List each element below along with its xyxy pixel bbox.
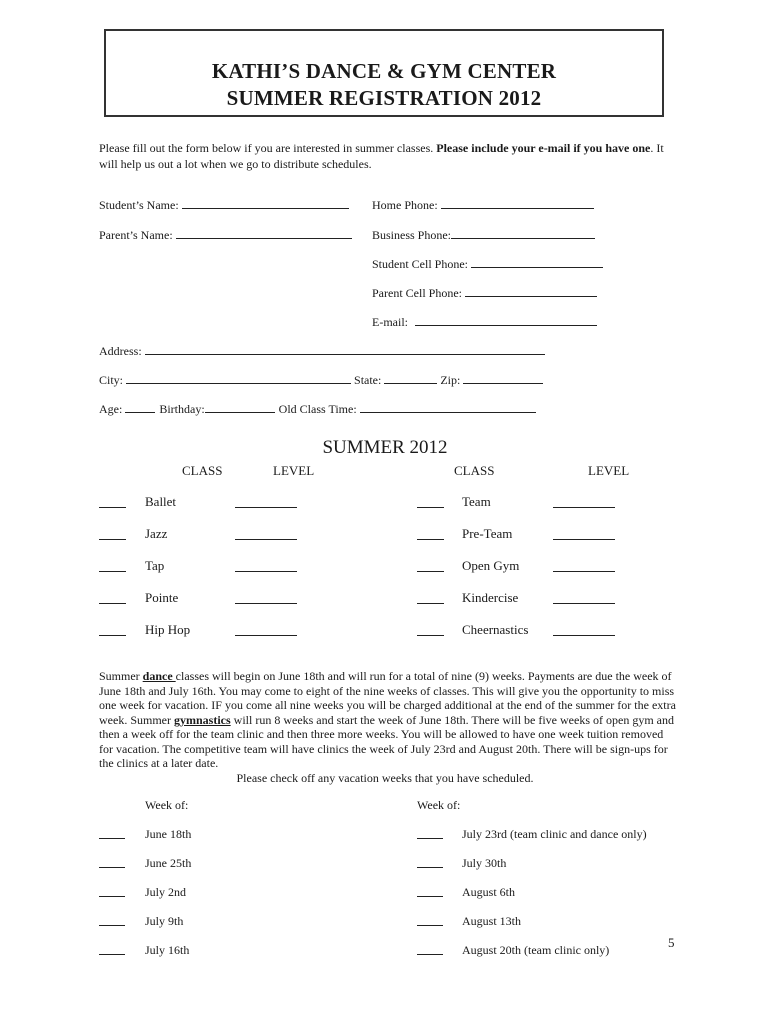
week-label: June 18th <box>145 827 192 841</box>
age-field[interactable] <box>99 401 536 417</box>
class-label: Cheernastics <box>462 622 529 637</box>
class-label: Jazz <box>145 526 168 541</box>
home-phone-field[interactable] <box>372 197 594 213</box>
week-label: August 13th <box>462 914 522 928</box>
class-check-blank[interactable] <box>99 539 126 540</box>
age-line[interactable] <box>125 401 155 413</box>
level-blank[interactable] <box>235 507 297 508</box>
level-blank[interactable] <box>553 603 615 604</box>
class-check-blank[interactable] <box>99 571 126 572</box>
week-label: August 6th <box>462 885 516 899</box>
para-gymnastics: gymnastics <box>173 712 231 727</box>
week-check-blank[interactable] <box>99 896 125 897</box>
address-field[interactable] <box>99 343 545 359</box>
class-label: Hip Hop <box>145 622 191 637</box>
parent-name-line[interactable] <box>176 227 352 239</box>
week-check-blank[interactable] <box>417 925 443 926</box>
birthday-label: Birthday: <box>159 402 205 416</box>
level-blank[interactable] <box>235 539 297 540</box>
student-name-line[interactable] <box>182 197 349 209</box>
intro-text-2: . It will help us out a lot when we go to distribute schedules. <box>99 141 664 171</box>
level-header-left: LEVEL <box>273 463 315 478</box>
student-cell-label: Student Cell Phone: <box>372 257 468 271</box>
summer-info-paragraph <box>99 669 679 771</box>
week-label: July 30th <box>462 856 507 870</box>
week-label: June 25th <box>145 856 192 870</box>
email-label: E-mail: <box>372 315 408 329</box>
week-check-blank[interactable] <box>417 838 443 839</box>
class-header-left: CLASS <box>182 463 223 478</box>
vacation-note: Please check off any vacation weeks that you have scheduled. <box>236 771 534 785</box>
home-phone-line[interactable] <box>441 197 594 209</box>
week-check-blank[interactable] <box>99 925 125 926</box>
class-check-blank[interactable] <box>417 635 444 636</box>
state-line[interactable] <box>384 372 437 384</box>
title-line-2: SUMMER REGISTRATION 2012 <box>226 86 542 110</box>
class-check-blank[interactable] <box>99 635 126 636</box>
para-text-1: Summer <box>99 669 143 683</box>
intro-text <box>99 140 679 172</box>
age-label: Age: <box>99 402 123 416</box>
parent-name-label: Parent’s Name: <box>99 228 173 242</box>
class-check-blank[interactable] <box>417 539 444 540</box>
zip-line[interactable] <box>463 372 543 384</box>
intro-bold: Please include your e-mail if you have one <box>436 141 651 155</box>
class-label: Team <box>462 494 491 509</box>
parent-cell-line[interactable] <box>465 285 597 297</box>
para-text-3: will run 8 weeks and start the week of June 18th. There will be five weeks of open gym and then a week off for the team clinic and then three more weeks. You will be allowed to have one week tuition removed for vacation. The competitive team will have clinics the week of July 23rd and August 20th. There will be sign-ups for the clinics at a later date. <box>99 712 674 770</box>
class-label: Pointe <box>145 590 179 605</box>
student-cell-line[interactable] <box>471 256 603 268</box>
class-check-blank[interactable] <box>99 603 126 604</box>
address-line[interactable] <box>145 343 545 355</box>
city-field[interactable] <box>99 372 543 388</box>
level-blank[interactable] <box>553 635 615 636</box>
class-label: Kindercise <box>462 590 519 605</box>
class-label: Ballet <box>145 494 177 509</box>
title-line-1: KATHI’S DANCE & GYM CENTER <box>211 59 557 83</box>
class-check-blank[interactable] <box>417 603 444 604</box>
title-box <box>104 29 664 117</box>
level-blank[interactable] <box>553 507 615 508</box>
student-cell-field[interactable] <box>372 256 603 272</box>
class-label: Tap <box>145 558 165 573</box>
student-name-field[interactable] <box>99 197 349 213</box>
week-label: July 2nd <box>145 885 187 899</box>
student-name-label: Student’s Name: <box>99 198 179 212</box>
week-of-header-left: Week of: <box>145 798 189 812</box>
class-label: Pre-Team <box>462 526 513 541</box>
parent-cell-label: Parent Cell Phone: <box>372 286 462 300</box>
business-phone-line[interactable] <box>451 227 595 239</box>
level-blank[interactable] <box>553 571 615 572</box>
level-blank[interactable] <box>235 603 297 604</box>
week-label: July 16th <box>145 943 190 957</box>
week-label: July 9th <box>145 914 184 928</box>
week-of-header-right: Week of: <box>417 798 461 812</box>
week-check-blank[interactable] <box>417 867 443 868</box>
week-check-blank[interactable] <box>99 954 125 955</box>
page-number: 5 <box>668 935 675 950</box>
level-blank[interactable] <box>235 635 297 636</box>
week-check-blank[interactable] <box>99 867 125 868</box>
old-class-time-label: Old Class Time: <box>278 402 357 416</box>
old-class-time-line[interactable] <box>360 401 536 413</box>
parent-name-field[interactable] <box>99 227 352 243</box>
home-phone-label: Home Phone: <box>372 198 438 212</box>
intro-text-1: Please fill out the form below if you are interested in summer classes. <box>99 141 437 155</box>
week-check-blank[interactable] <box>417 896 443 897</box>
email-line[interactable] <box>415 314 597 326</box>
business-phone-field[interactable] <box>372 227 595 243</box>
birthday-line[interactable] <box>205 401 275 413</box>
class-check-blank[interactable] <box>417 571 444 572</box>
para-dance: dance <box>142 669 176 683</box>
state-label: State: <box>354 373 382 387</box>
zip-label: Zip: <box>440 373 461 387</box>
week-label: July 23rd (team clinic and dance only) <box>462 827 647 841</box>
class-check-blank[interactable] <box>99 507 126 508</box>
week-check-blank[interactable] <box>99 838 125 839</box>
parent-cell-field[interactable] <box>372 285 597 301</box>
address-label: Address: <box>99 344 142 358</box>
business-phone-label: Business Phone: <box>372 228 452 242</box>
week-label: August 20th (team clinic only) <box>462 943 610 957</box>
email-field[interactable] <box>372 314 597 330</box>
level-blank[interactable] <box>235 571 297 572</box>
week-check-blank[interactable] <box>417 954 443 955</box>
summer-title: SUMMER 2012 <box>322 437 448 458</box>
class-header-right: CLASS <box>454 463 495 478</box>
para-text-2: classes will begin on June 18th and will run for a total of nine (9) weeks. Payments are due the week of June 18th and July 16th. You may come to eight of the nine weeks of classes. This will give you the opportunity to miss one week for vacation. IF you come all nine weeks you will be charged additional at the end of the summer for the extra week. Summer <box>99 669 676 727</box>
city-line[interactable] <box>126 372 351 384</box>
city-label: City: <box>99 373 124 387</box>
class-label: Open Gym <box>462 558 520 573</box>
level-blank[interactable] <box>553 539 615 540</box>
level-header-right: LEVEL <box>588 463 630 478</box>
class-check-blank[interactable] <box>417 507 444 508</box>
